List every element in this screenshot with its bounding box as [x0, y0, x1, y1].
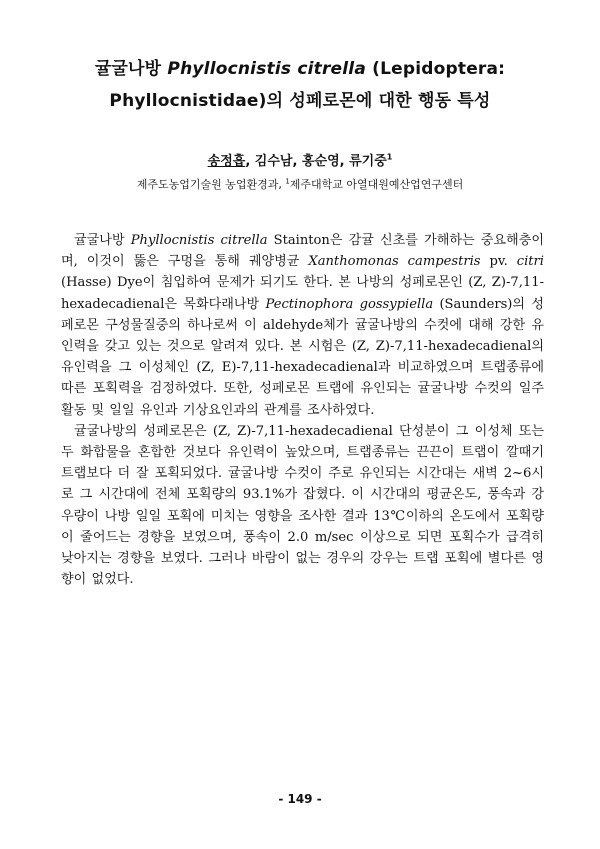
title-species-name: Phyllocnistis citrella: [167, 59, 366, 79]
affiliations: [0, 176, 600, 192]
pathovar-name: citri: [516, 254, 544, 270]
abstract-paragraph-2: 귤굴나방의 성페로몬은 (Z, Z)-7,11-hexadecadienal 단성분이 그 이성체 또는 두 화합물을 혼합한 것보다 유인력이 높았으며, 트랩종류는 끈끈이 트랩이 깔때기 트랩보다 더 잘 포획되었다. 귤굴나방 수컷이 주로 유인되는 시간대는 새벽 2~6시로 그 시간대에 전체 포획량의 93.1%가 잡혔다. 이 시간대의 평균온도, 풍속과 강우량이 나방 일일 포획에 미치는 영향을 조사한 결과 13℃이하의 온도에서 포획량이 줄어드는 경향을 보였으며, 풍속이 2.0 m/sec 이상으로 되면 포획수가 급격히 낮아지는 경향을 보였다. 그러나 바람이 없는 경우의 강우는 트랩 포획에 별다른 영향이 없었다.: [61, 423, 544, 588]
title-line-1: 귤굴나방 Phyllocnistis citrella (Lepidoptera:: [94, 59, 506, 79]
page-number: - 149 -: [278, 792, 322, 806]
species-name: Phyllocnistis citrella: [130, 233, 268, 248]
abstract-body: [61, 230, 544, 590]
paper-title: [40, 53, 560, 117]
abstract-paragraph-1: 귤굴나방 Phyllocnistis citrella Stainton은 감귤 신초를 가해하는 중요해충이며, 이것이 뚫은 구멍을 통해 궤양병균 Xanthomonas campestris pv. citri (Hasse) Dye이 침입하여 문제가 되기도 한다. 본 나방의 성페로몬인 (Z, Z)-7,11-hexadecadienal은 목화다래나방 Pectinophora gossypiella (Saunders)의 성페로몬 구성물질중의 하나로써 이 aldehyde체가 귤굴나방의 수컷에 대해 강한 유인력을 갖고 있는 것으로 알려져 있다. 본 시험은 (Z, Z)-7,11-hexadecadienal의 유인력을 그 이성체인 (Z, E)-7,11-hexadecadienal과 비교하였으며 트랩종류에 따른 포획력을 검정하였다. 또한, 성페로몬 트랩에 유인되는 귤굴나방 수컷의 일주활동 및 일일 유인과 기상요인과의 관계를 조사하였다.: [61, 233, 544, 418]
other-authors: , 김수남, 홍순영, 류기중: [245, 154, 387, 169]
first-author: 송정흡: [207, 154, 246, 169]
affiliation-main: 제주도농업기술원 농업환경과,: [136, 178, 286, 191]
affiliation-mark: 1: [285, 177, 290, 186]
pectinophora-name: Pectinophora gossypiella: [265, 296, 434, 312]
author-list: [0, 150, 600, 169]
pathogen-name: Xanthomonas campestris: [308, 254, 481, 270]
author-affiliation-mark: 1: [386, 152, 393, 162]
affiliation-second: 제주대학교 아열대원예산업연구센터: [289, 178, 464, 191]
title-line-2: Phyllocnistidae)의 성페로몬에 대한 행동 특성: [109, 91, 491, 111]
